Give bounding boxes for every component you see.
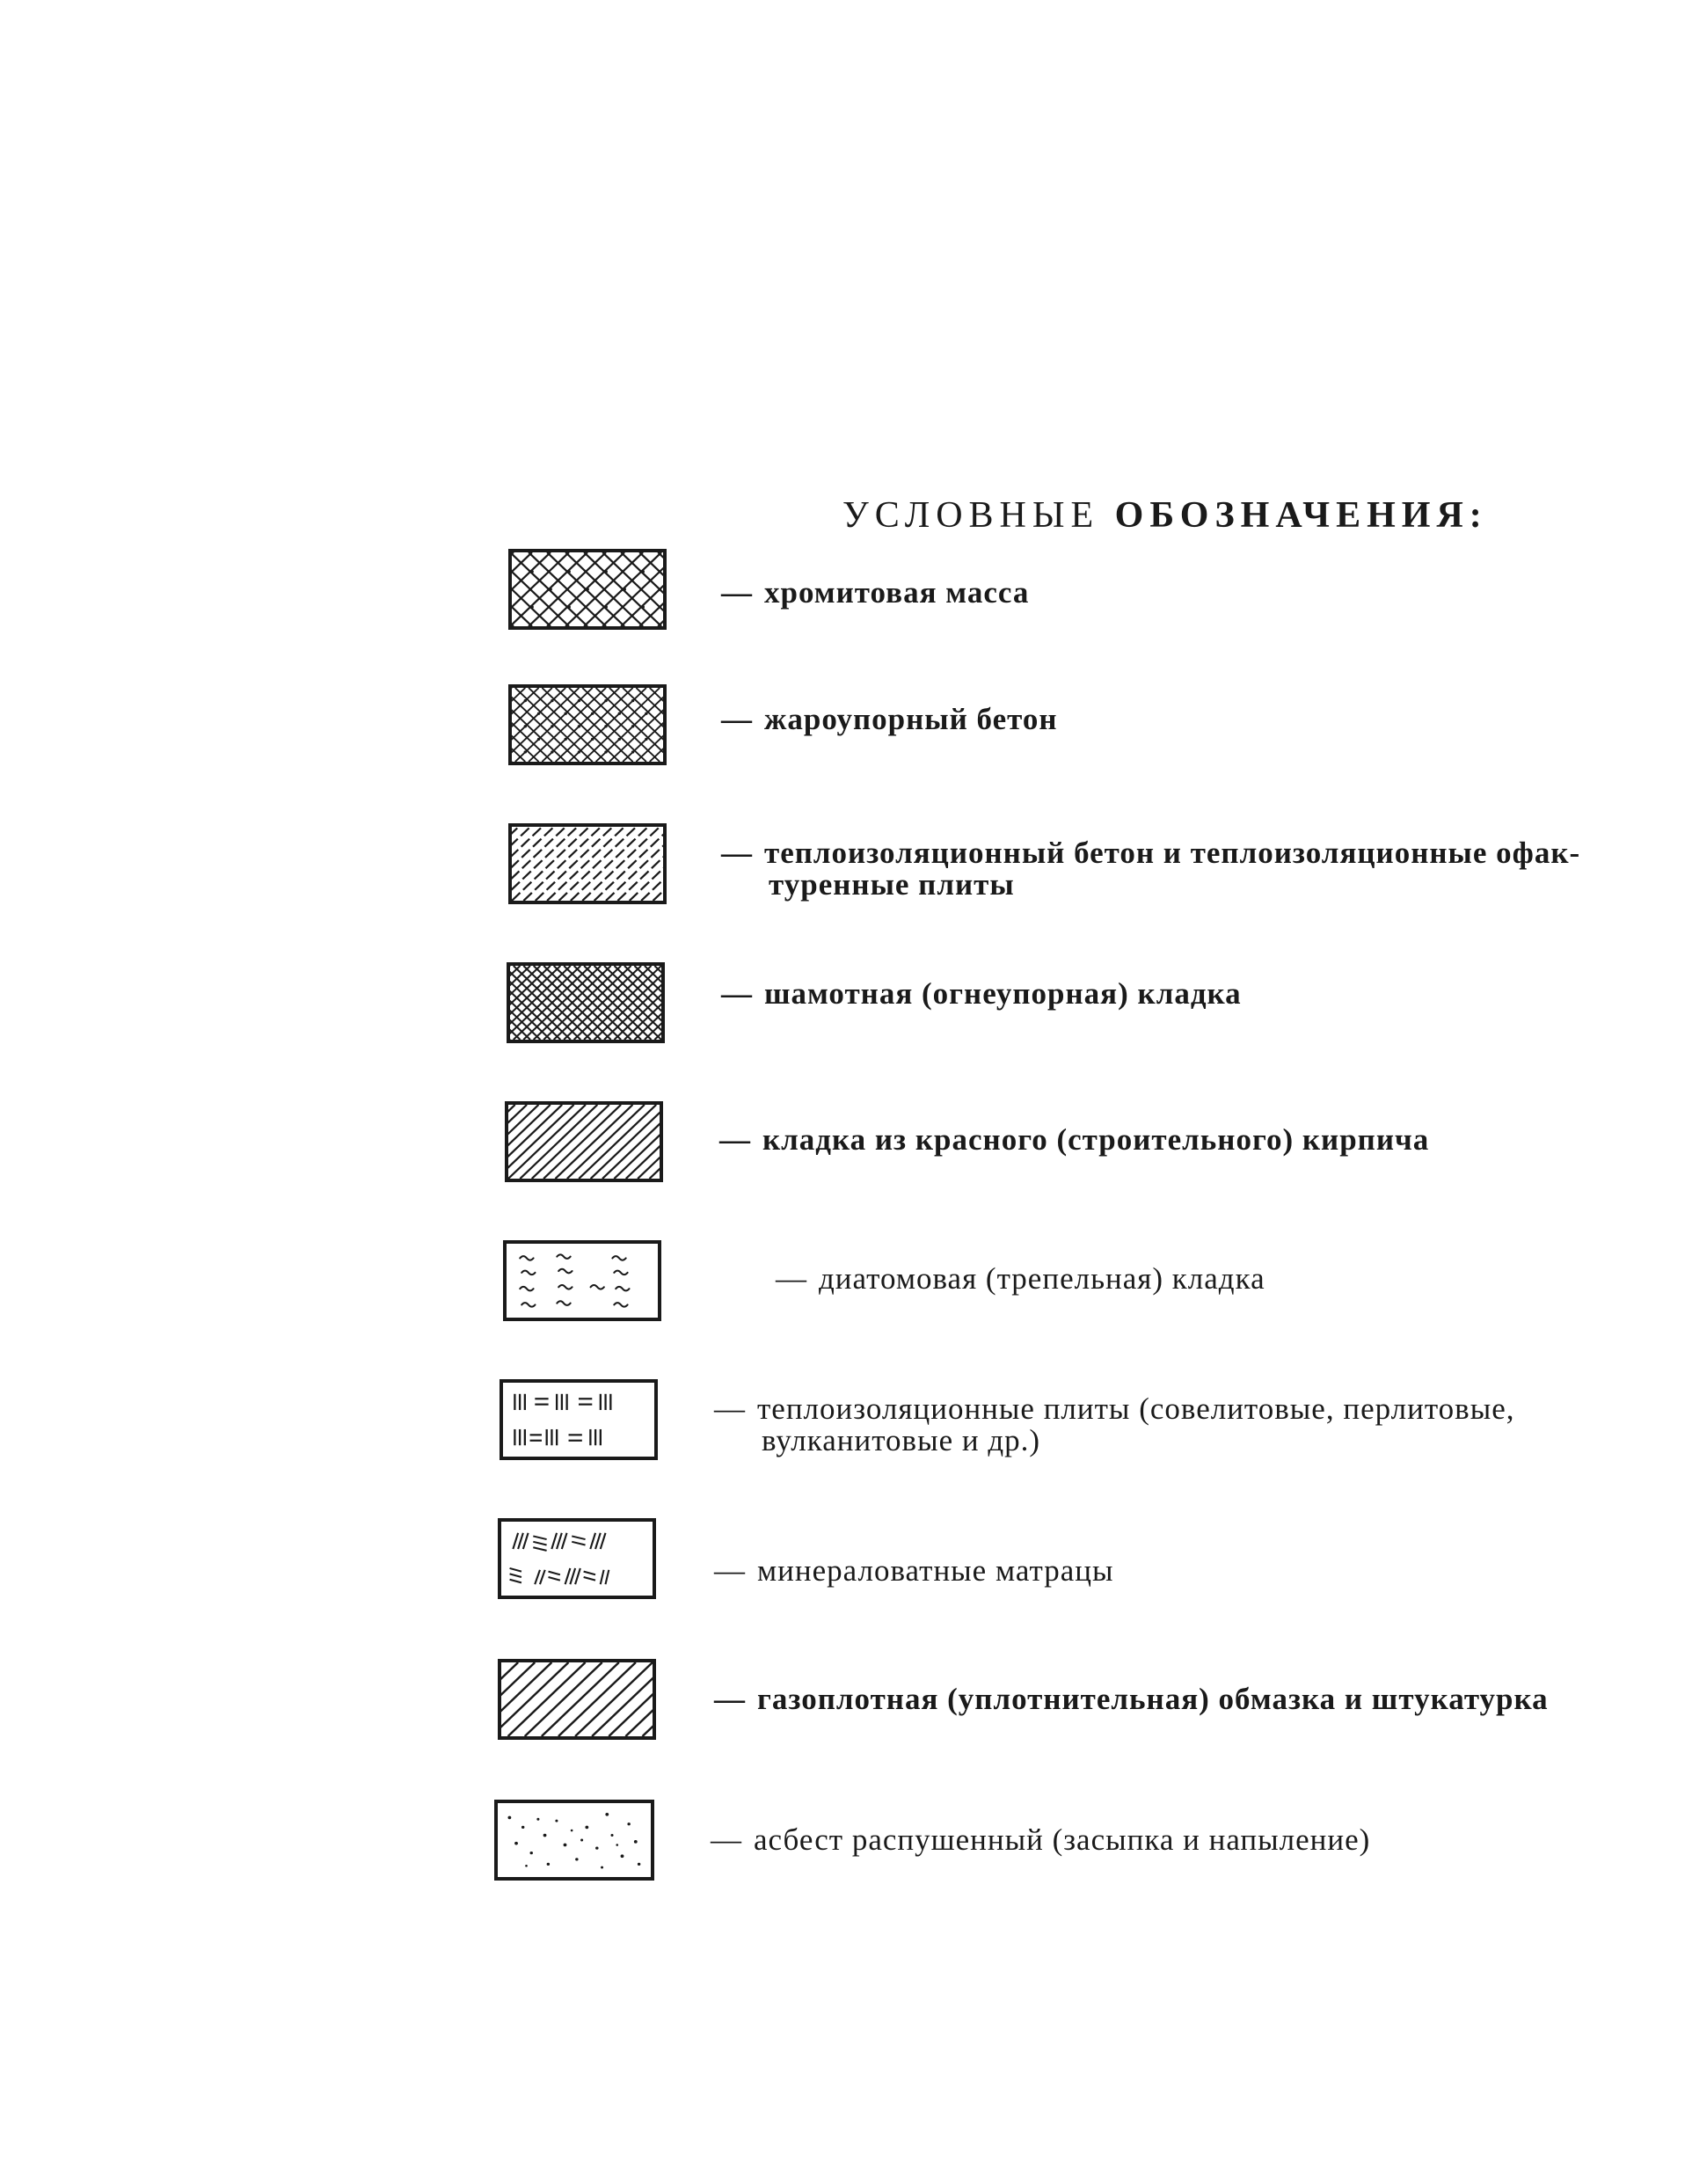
- legend-label: кладка из красного (строительного) кирпича: [762, 1122, 1430, 1157]
- legend-dash: —: [776, 1261, 806, 1296]
- legend-title-part2: ОБОЗНАЧЕНИЯ:: [1114, 495, 1488, 536]
- legend-entry-4: [721, 978, 1242, 1010]
- legend-dash: —: [711, 1822, 741, 1857]
- short-mixed-strokes-icon: [498, 1518, 656, 1599]
- legend-label-continuation: туренные плиты: [769, 867, 1015, 902]
- legend-entry-5: [719, 1124, 1429, 1156]
- dashed-diagonal-hatch-icon: [508, 823, 667, 904]
- legend-dash: —: [721, 702, 752, 736]
- legend-entry-10: [711, 1824, 1370, 1856]
- legend-label: минераловатные матрацы: [757, 1553, 1114, 1588]
- vertical-and-horizontal-strokes-icon: [500, 1379, 658, 1460]
- legend-entry-9: [714, 1684, 1549, 1715]
- legend-label: теплоизоляционные плиты (совелитовые, перлитовые,: [757, 1391, 1515, 1426]
- legend-label: хромитовая масса: [764, 575, 1030, 610]
- legend-dash: —: [714, 1553, 745, 1588]
- legend-entry-3: [721, 837, 1580, 901]
- legend-label-continuation: вулканитовые и др.): [762, 1423, 1041, 1457]
- legend-title-part1: УСЛОВНЫЕ: [842, 495, 1100, 536]
- legend-dash: —: [721, 836, 752, 870]
- legend-label: теплоизоляционный бетон и теплоизоляционные офак-: [764, 836, 1581, 870]
- legend-label: асбест распушенный (засыпка и напыление): [754, 1822, 1371, 1857]
- legend-entry-7: [714, 1393, 1515, 1457]
- legend-dash: —: [714, 1391, 745, 1426]
- legend-label: шамотная (огнеупорная) кладка: [764, 976, 1242, 1011]
- fine-diagonal-grid-with-dots-icon: [508, 684, 667, 765]
- legend-entry-2: [721, 704, 1058, 735]
- legend-dash: —: [721, 976, 752, 1011]
- legend-label: жароупорный бетон: [764, 702, 1058, 736]
- legend-title: [842, 494, 1488, 537]
- wide-diagonal-hatch-icon: [498, 1659, 656, 1740]
- wavy-marks-icon: [503, 1240, 661, 1321]
- legend-entry-6: [776, 1263, 1265, 1295]
- legend-label: диатомовая (трепельная) кладка: [819, 1261, 1265, 1296]
- legend-entry-1: [721, 577, 1029, 609]
- legend-label: газоплотная (уплотнительная) обмазка и штукатурка: [757, 1682, 1549, 1716]
- diagonal-cross-hatch-icon: [507, 962, 665, 1043]
- legend-dash: —: [721, 575, 752, 610]
- coarse-diagonal-grid-with-dots-icon: [508, 549, 667, 630]
- diagonal-hatch-icon: [505, 1101, 663, 1182]
- scattered-dots-icon: [494, 1800, 654, 1881]
- legend-dash: —: [719, 1122, 750, 1157]
- legend-entry-8: [714, 1555, 1114, 1587]
- legend-dash: —: [714, 1682, 745, 1716]
